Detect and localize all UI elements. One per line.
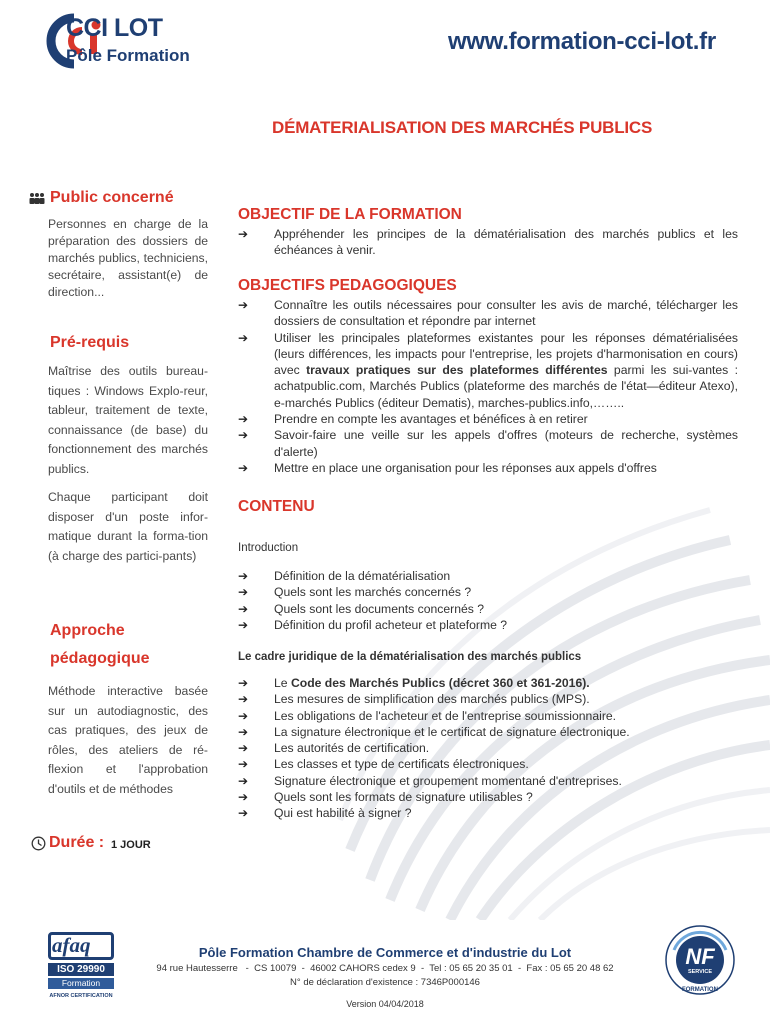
arrow-right-icon: ➔ [238,676,249,690]
contenu-heading: CONTENU [238,498,315,515]
arrow-right-icon: ➔ [238,428,249,443]
arrow-right-icon: ➔ [238,330,249,345]
footer-org-name: Pôle Formation Chambre de Commerce et d'industrie du Lot [198,945,572,960]
list-item: ➔ Le Code des Marchés Publics (décret 360 et 361-2016). [238,676,590,690]
duree-label: Durée : [49,834,105,851]
list-item: ➔ Prendre en compte les avantages et bénéfices à en retirer [238,412,588,427]
prerequis-text-2: Chaque participant doit disposer d'un poste infor-matique durant la forma-tion (à charge des partici-pants) [48,490,208,563]
list-item: ➔ Savoir-faire une veille sur les appels d'offres (moteurs de recherche, systèmes d'alerte) [238,428,738,459]
arrow-right-icon: ➔ [238,773,249,788]
afaq-certification-logo: afaq ISO 29990 Formation AFNOR CERTIFICATION [49,933,113,999]
list-item: ➔ Les autorités de certification. [238,741,430,756]
arrow-right-icon: ➔ [238,569,249,583]
list-item: ➔ La signature électronique et le certificat de signature électronique. [238,724,630,739]
list-item: ➔ Quels sont les documents concernés ? [238,601,485,616]
duree-value: 1 JOUR [111,839,151,851]
arrow-right-icon: ➔ [238,724,249,739]
prerequis-heading: Pré-requis [50,334,130,351]
arrow-right-icon: ➔ [238,708,249,723]
arrow-right-icon: ➔ [238,460,249,475]
list-item: ➔ Qui est habilité à signer ? [238,806,412,821]
brand-name: CCI LOT [66,14,163,42]
pedago-list [238,297,738,476]
list-item: ➔ Mettre en place une organisation pour les réponses aux appels d'offres [238,460,657,475]
arrow-right-icon: ➔ [238,412,249,427]
public-heading: Public concerné [50,189,174,206]
approche-heading-2: pédagogique [50,650,150,667]
cadre-list [238,675,738,822]
arrow-right-icon: ➔ [238,790,249,805]
arrow-right-icon: ➔ [238,692,249,707]
footer-declaration: N° de déclaration d'existence : 7346P000146 [290,977,480,988]
objectif-list [238,226,738,259]
nf-service-logo: NF SERVICE FORMATION [660,922,740,1004]
intro-label: Introduction [238,542,299,554]
list-item: ➔ Appréhender les principes de la dématérialisation des marchés publics et les échéances à venir. [238,227,738,258]
pedago-heading: OBJECTIFS PEDAGOGIQUES [238,277,457,294]
arrow-right-icon: ➔ [238,298,249,312]
list-item: ➔ Connaître les outils nécessaires pour consulter les avis de marché, télécharger les dossiers de consultation et répondre par internet [238,298,738,329]
list-item: ➔ Les classes et type de certificats électroniques. [238,757,529,772]
footer-address: 94 rue Hautesserre - CS 10079 - 46002 CAHORS cedex 9 - Tel : 05 65 20 35 01 - Fax : 05 65 20 48 62 [156,963,614,974]
list-item: ➔ Les mesures de simplification des marchés publics (MPS). [238,692,590,707]
list-item: ➔ Quels sont les formats de signature utilisables ? [238,790,533,805]
list-item: ➔ Quels sont les marchés concernés ? [238,585,472,600]
arrow-right-icon: ➔ [238,806,249,821]
arrow-right-icon: ➔ [238,227,249,241]
list-item: ➔ Définition du profil acheteur et plateforme ? [238,617,508,632]
arrow-right-icon: ➔ [238,617,249,632]
brand-subtitle: Pôle Formation [66,46,190,65]
arrow-right-icon: ➔ [238,741,249,756]
group-icon [29,192,45,204]
intro-list [238,568,738,633]
arrow-right-icon: ➔ [238,585,249,600]
website-link[interactable]: www.formation-cci-lot.fr [448,28,716,55]
list-item: ➔ Utiliser les principales plateformes existantes pour les réponses dématérialisées (leurs différences, les impacts pour l'entreprise, les projets d'harmonisation en cours) avec travaux pratiques sur des plateformes différentes parmi les sui-vantes : achatpublic.com, Marchés Publics (plateforme des marchés de l'état—éditeur Atexo), e-marchés Publics (éditeur Dematis), marches-publics.info,…….. [238,330,739,410]
approche-text: Méthode interactive basée sur un autodiagnostic, des cas pratiques, des jeux de rôles, des ateliers de ré-flexion et l'approbation d'outils et de méthodes [48,684,208,796]
arrow-right-icon: ➔ [238,757,249,772]
public-text: Personnes en charge de la préparation des dossiers de marchés publics, techniciens, secrétaire, assistant(e) de direction... [48,217,208,299]
clock-icon [31,836,46,851]
approche-heading-1: Approche [50,622,125,639]
list-item: ➔ Signature électronique et groupement momentané d'entreprises. [238,773,622,788]
arrow-right-icon: ➔ [238,601,249,616]
objectif-heading: OBJECTIF DE LA FORMATION [238,206,462,223]
cadre-label: Le cadre juridique de la dématérialisation des marchés publics [238,651,582,663]
list-item: ➔ Les obligations de l'acheteur et de l'entreprise soumissionnaire. [238,708,617,723]
prerequis-text-1: Maîtrise des outils bureau-tiques : Windows Explo-reur, tableur, traitement de texte, connaissance (de base) du fonctionnement des marchés publics. [48,364,208,476]
list-item: ➔ Définition de la dématérialisation [238,569,451,583]
footer-version: Version 04/04/2018 [346,999,424,1009]
document-title: DÉMATERIALISATION DES MARCHÉS PUBLICS [272,118,653,137]
